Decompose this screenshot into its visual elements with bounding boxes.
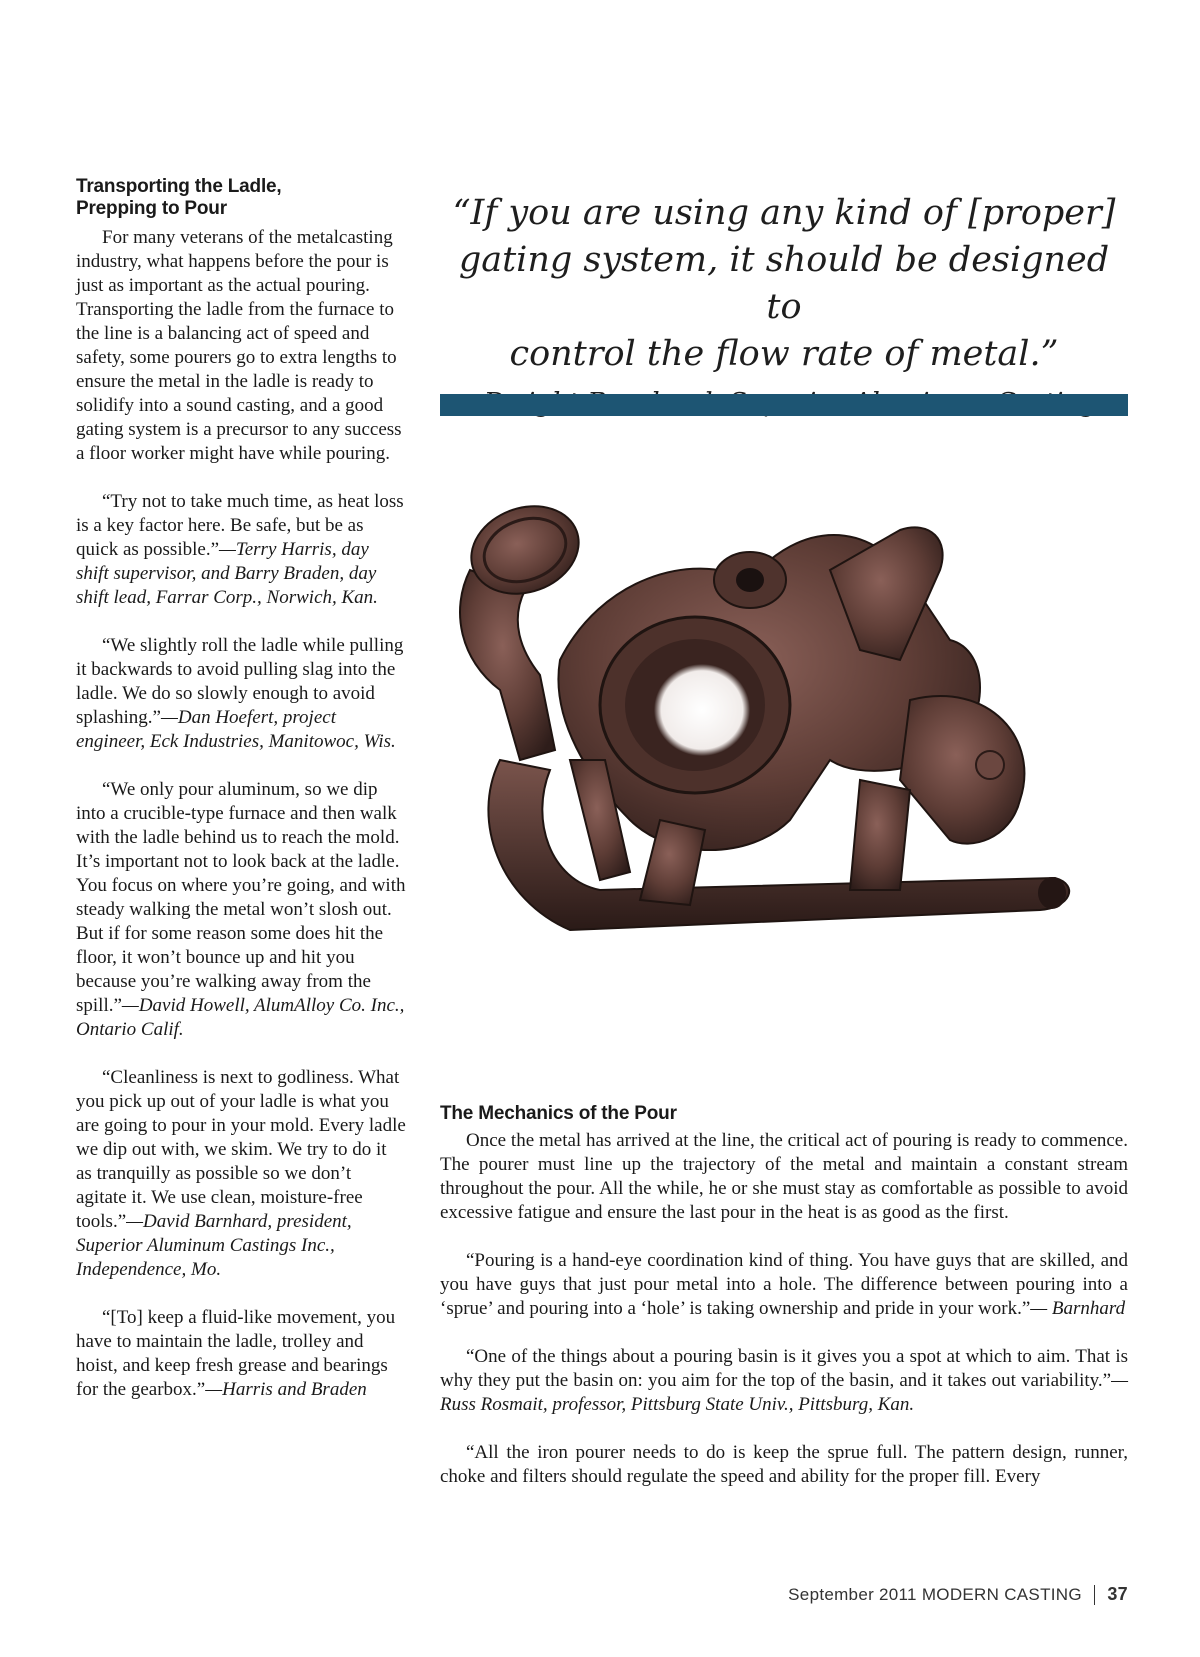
pull-quote-text (440, 190, 1128, 378)
heading-line-1: Transporting the Ladle, (76, 176, 282, 197)
quote-barnhard (76, 1066, 406, 1282)
casting-photo (430, 460, 1130, 1020)
quote-rosmait (440, 1345, 1128, 1417)
quote-harris-braden-2 (76, 1306, 406, 1402)
right-column (440, 1103, 1128, 1489)
quote-attribution: — Barnhard (1030, 1298, 1126, 1319)
pull-quote-line: “If you are using any kind of [proper] (452, 193, 1116, 233)
quote-attribution: —David Howell, AlumAlloy Co. Inc., Ontario Calif. (76, 995, 405, 1040)
pull-quote (440, 190, 1128, 420)
pull-quote-line: control the flow rate of metal.” (509, 334, 1059, 374)
quote-text: “We slightly roll the ladle while pulling it backwards to avoid pulling slag into the ladle. We do so slowly enough to avoid splashing.” (76, 635, 404, 728)
quote-harris-braden-1 (76, 490, 406, 610)
quote-text: “Pouring is a hand-eye coordination kind of thing. You have guys that are skilled, and you have guys that just pour metal into a hole. The difference between pouring into a ‘sprue’ and pouring into a ‘hole’ is taking ownership and pride in your work.” (440, 1250, 1128, 1319)
mechanics-intro-paragraph: Once the metal has arrived at the line, the critical act of pouring is ready to commence. The pourer must line up the trajectory of the metal and maintain a constant stream throughout the pour. All the while, he or she must stay as comfortable as possible to avoid excessive fatigue and ensure the last pour in the heat is as good as the first. (440, 1130, 1128, 1223)
quote-text: “Try not to take much time, as heat loss is a key factor here. Be safe, but be as quick as possible.” (76, 491, 404, 560)
quote-attribution: —Dan Hoefert, project engineer, Eck Industries, Manitowoc, Wis. (76, 707, 396, 752)
accent-divider-bar (440, 394, 1128, 416)
heading-line-2: Prepping to Pour (76, 198, 227, 219)
quote-text: “[To] keep a fluid-like movement, you have to maintain the ladle, trolley and hoist, and keep fresh grease and bearings for the gearbox.” (76, 1307, 396, 1400)
quote-attribution: —Harris and Braden (205, 1379, 367, 1400)
quote-text: “One of the things about a pouring basin is it gives you a spot at which to aim. That is why they put the basin on: you aim for the top of the basin, and it takes out variability.” (440, 1346, 1128, 1391)
quote-attribution: —Russ Rosmait, professor, Pittsburg State Univ., Pittsburg, Kan. (440, 1370, 1128, 1415)
quote-howell (76, 778, 406, 1042)
quote-attribution: —Terry Harris, day shift supervisor, and Barry Braden, day shift lead, Farrar Corp., Norwich, Kan. (76, 539, 378, 608)
page-footer (788, 1584, 1128, 1605)
section-heading-transporting (76, 176, 406, 220)
gating-system-casting-image (430, 460, 1130, 1020)
quote-text: “We only pour aluminum, so we dip into a crucible-type furnace and then walk with the ladle behind us to reach the mold. It’s important not to look back at the ladle. You focus on where you’re going, and with steady walking the metal won’t slosh out. But if for some reason some does hit the floor, it won’t bounce up and hit you because you’re walking away from the spill.” (76, 779, 406, 1016)
pull-quote-line: gating system, it should be designed to (458, 240, 1110, 327)
section-heading-mechanics: The Mechanics of the Pour (440, 1103, 677, 1124)
quote-hoefert (76, 634, 406, 754)
intro-paragraph: For many veterans of the metalcasting industry, what happens before the pour is just as important as the actual pouring. Transporting the ladle from the furnace to the line is a balancing act of speed and safety, some pourers go to extra lengths to ensure the metal in the ladle is ready to solidify into a sound casting, and a good gating system is a precursor to any success a floor worker might have while pouring. (76, 227, 402, 464)
page-number: 37 (1107, 1584, 1128, 1604)
quote-barnhard-pouring (440, 1249, 1128, 1321)
left-column (76, 176, 406, 1402)
quote-iron-pourer: “All the iron pourer needs to do is keep the sprue full. The pattern design, runner, choke and filters should regulate the speed and ability for the proper fill. Every (440, 1442, 1128, 1487)
quote-text: “Cleanliness is next to godliness. What you pick up out of your ladle is what you are going to pour in your mold. Every ladle we dip out with, we skim. We try to do it as tranquilly as possible so we don’t agitate it. We use clean, moisture-free tools.” (76, 1067, 406, 1232)
footer-divider (1094, 1585, 1096, 1605)
issue-label: September 2011 MODERN CASTING (788, 1584, 1082, 1604)
quote-attribution: —David Barnhard, president, Superior Aluminum Castings Inc., Independence, Mo. (76, 1211, 352, 1280)
